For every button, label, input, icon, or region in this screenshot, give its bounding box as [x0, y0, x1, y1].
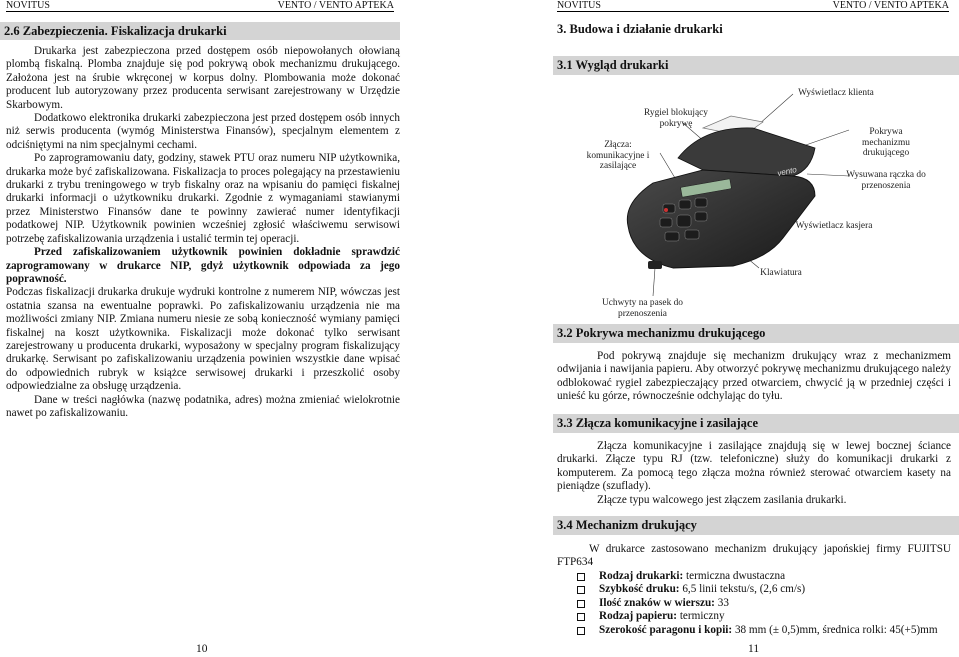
section-2-6-title: 2.6 Zabezpieczenia. Fiskalizacja drukarki — [0, 22, 400, 40]
strap-holder — [648, 261, 662, 269]
spec-item — [557, 583, 957, 596]
left-page-number: 10 — [196, 643, 208, 655]
spec-label: Rodzaj drukarki: — [599, 570, 684, 582]
spec-label: Ilość znaków w wierszu: — [599, 596, 715, 609]
spec-list — [557, 570, 957, 637]
label-customer-display: Wyświetlacz klienta — [798, 88, 874, 98]
paragraph-fiscalization: Po zaprogramowaniu daty, godziny, stawek PTU oraz numeru NIP użytkownika, drukarka może być zafiskalizowana. Fiskalizacja to proces polegający na przestawieniu drukarki z trybu treningowego w tryb fiskalny oraz na wpisaniu do pamięci fiskalnej drukarki informacji o użytkowniku drukarki. Zgodnie z wymaganiami stawianymi przez Ministerstwo Finansów dane te powinny zawierać numer identyfikacji podatkowej NIP. Użytkownik powinien wcześniej zgłosić właściwemu serwisowi potrzebę zafiskalizowania urządzenia i ustalić termin tej operacji. — [6, 152, 400, 245]
spec-item — [557, 610, 957, 623]
section-3-4-title: 3.4 Mechanizm drukujący — [553, 516, 959, 535]
right-header-rule — [557, 11, 949, 12]
left-header-rule — [6, 11, 394, 12]
spec-item — [557, 597, 957, 610]
left-header — [6, 0, 394, 11]
spec-label: Szybkość druku: — [599, 583, 680, 596]
section-3-3-body — [557, 440, 951, 507]
section-3-2-body — [557, 350, 951, 404]
paragraph-cover: Pod pokrywą znajduje się mechanizm drukujący wraz z mechanizmem odwijania i nawijania papieru. Aby otworzyć pokrywę mechanizmu drukującego należy odblokować rygiel zabezpieczający przed otwarciem, chwycić ją w przedniej części i unieść ku górze, równocześnie odchylając do tyłu. — [557, 350, 951, 403]
paragraph-header-data: Dane w treści nagłówka (nazwę podatnika, adres) można zmieniać wielokrotnie nawet po zafiskalizowaniu. — [6, 393, 400, 419]
paragraph-seal: Drukarka jest zabezpieczona przed dostępem osób niepowołanych ołowianą plombą fiskalną. Plomba znajduje się pod pokrywą obok mechanizmu drukującego. Założona jest na śrubie wkręconej w korpus dolny. Plombowania może dokonać producent lub autoryzowany przez producenta serwisant zarejestrowany w Urzędzie Skarbowym. — [6, 45, 400, 111]
spec-value: termiczna dwustaczna — [683, 570, 786, 582]
spec-value: 38 mm (± 0,5)mm, średnica rolki: 45(+5)mm — [732, 623, 938, 636]
left-header-brand: NOVITUS — [6, 0, 50, 11]
paragraph-electronics: Dodatkowo elektronika drukarki zabezpieczona jest przed dostępem osób innych niż serwis producenta (wymóg Ministerstwa Finansów), specjalnym elementem z odciśniętymi na nim specjalnymi cechami. — [6, 112, 400, 151]
chapter-3-title: 3. Budowa i działanie drukarki — [557, 22, 723, 36]
spec-label: Rodzaj papieru: — [599, 610, 678, 623]
section-3-2-title: 3.2 Pokrywa mechanizmu drukującego — [553, 324, 959, 343]
label-printer-cover: Pokrywa mechanizmu drukującego — [862, 127, 910, 158]
paragraph-control-prints: Podczas fiskalizacji drukarka drukuje wydruki kontrolne z numerem NIP, wówczas jest ostatnia szansa na ewentualne poprawki. Po zafiskalizowaniu urządzenia nie ma możliwości zmiany NIP. Zmiana numeru niesie ze sobą konieczność wymiany pamięci fiskalnej na koszt użytkownika. Fiskalizacji może dokonać tylko serwisant zarejestrowany u producenta drukarki, wyposażony w specjalny program fiskalizujący drukarkę. Serwisant po zafiskalizowaniu urządzenia powinien wszystkie dane wpisać do odpowiednich rubryk w książce serwisowej drukarki i przeszkolić osoby odpowiedzialne za obsługę urządzenia. — [6, 286, 400, 393]
label-handle: Wysuwana rączka do przenoszenia — [846, 170, 926, 191]
label-lock: Rygiel blokujący pokrywę — [644, 108, 708, 129]
left-page — [0, 0, 400, 657]
left-header-product: VENTO / VENTO APTEKA — [277, 0, 394, 11]
printer-illustration — [553, 78, 959, 323]
section-3-3-title: 3.3 Złącza komunikacyjne i zasilające — [553, 414, 959, 433]
label-cashier-display: Wyświetlacz kasjera — [795, 221, 873, 231]
spec-value: termiczny — [677, 610, 725, 623]
spec-value: 33 — [714, 596, 729, 609]
brand-logo: vento — [776, 165, 798, 178]
left-body — [6, 45, 400, 420]
red-key-indicator — [664, 208, 668, 212]
paragraph-mechanism: W drukarce zastosowano mechanizm drukujący japońskiej firmy FUJITSU FTP634 — [557, 543, 951, 569]
right-header-brand: NOVITUS — [557, 0, 601, 11]
right-page-number: 11 — [748, 643, 760, 655]
right-header-product: VENTO / VENTO APTEKA — [832, 0, 949, 11]
paragraph-ports: Złącza komunikacyjne i zasilające znajdują się w lewej bocznej ściance drukarki. Złącze typu RJ (tzw. telefoniczne) służy do komunikacji drukarki z komputerem. Za pomocą tego złącza można również sterować otwarciem kasety na pieniądze (szuflady). — [557, 440, 951, 493]
paragraph-warning: Przed zafiskalizowaniem użytkownik powinien dokładnie sprawdzić zaprogramowany w drukarce NIP, gdyż użytkownik odpowiada za jego poprawność. — [6, 246, 400, 285]
right-page — [553, 0, 959, 657]
paragraph-power: Złącze typu walcowego jest złączem zasilania drukarki. — [597, 493, 847, 506]
spec-item — [557, 624, 957, 637]
section-3-1-title: 3.1 Wygląd drukarki — [553, 56, 959, 75]
right-header — [557, 0, 949, 11]
label-ports: Złącza: komunikacyjne i zasilające — [586, 140, 650, 171]
label-keyboard: Klawiatura — [760, 268, 802, 278]
spec-value: 6,5 linii tekstu/s, (2,6 cm/s) — [679, 583, 806, 596]
spec-item — [557, 570, 957, 583]
section-3-4-body — [557, 543, 951, 570]
label-strap-holders: Uchwyty na pasek do przenoszenia — [602, 298, 683, 319]
spec-label: Szerokość paragonu i kopii: — [599, 623, 733, 636]
